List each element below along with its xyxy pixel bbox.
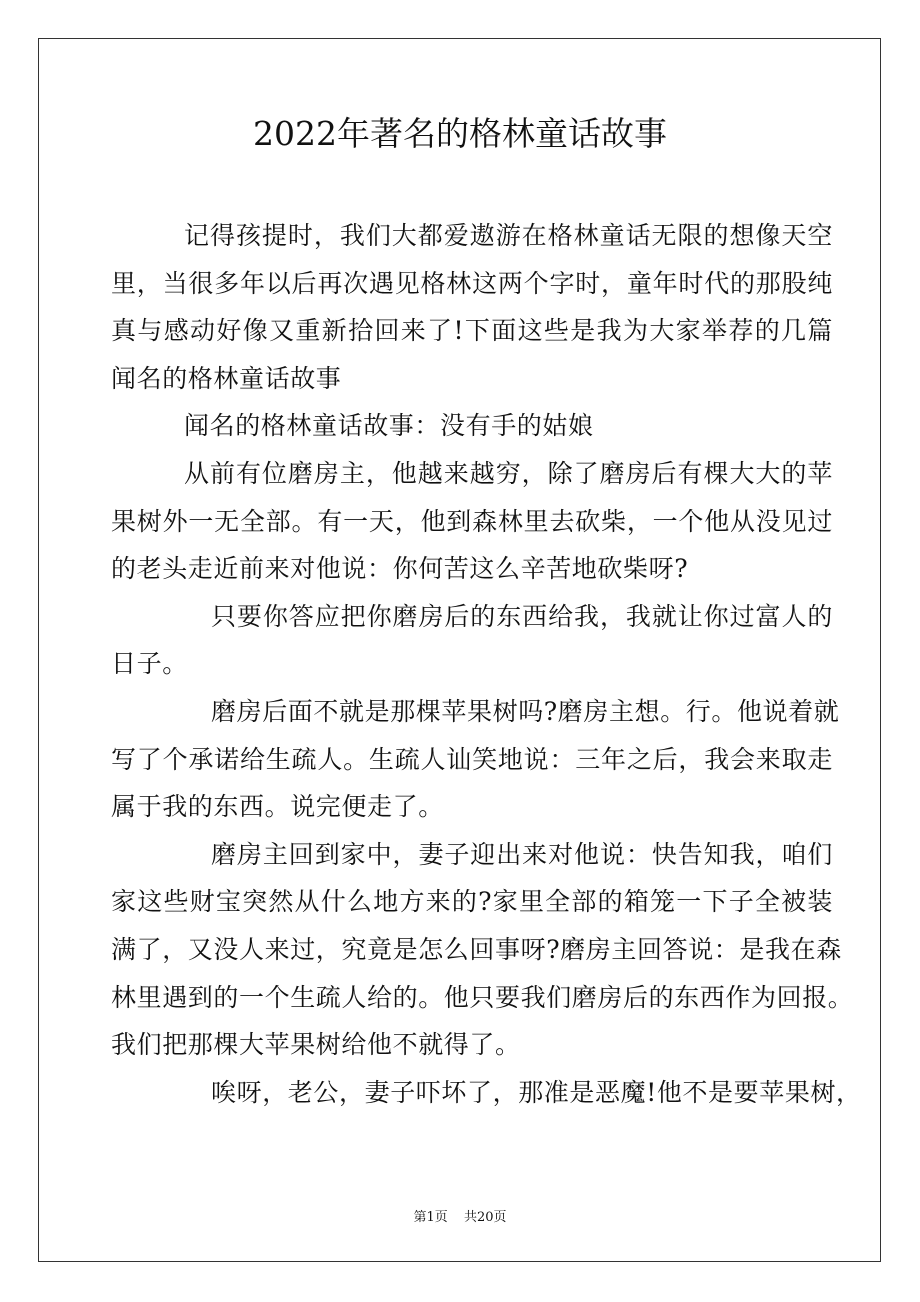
text-line: 记得孩提时，我们大都爱遨游在格林童话无限的想像天空 [184, 221, 833, 250]
paragraph [111, 688, 840, 831]
text-line: 只要你答应把你磨房后的东西给我，我就让你过富人的 [211, 601, 833, 631]
text-line: 闻名的格林童话故事：没有手的姑娘 [184, 411, 594, 441]
text-line: 唉呀，老公，妻子吓坏了，那准是恶魔!他不是要苹果树， [211, 1077, 862, 1107]
paragraph [111, 450, 833, 593]
paragraph [111, 593, 833, 688]
text-line: 从前有位磨房主，他越来越穷，除了磨房后有棵大大的苹 [184, 458, 833, 488]
text-line: 里，当很多年以后再次遇见格林这两个字时，童年时代的那股纯 [111, 268, 833, 298]
text-line: 磨房后面不就是那棵苹果树吗?磨房主想。行。他说着就 [211, 696, 840, 726]
paragraph [111, 402, 833, 450]
text-line: 真与感动好像又重新拾回来了!下面这些是我为大家举荐的几篇 [111, 316, 833, 346]
text-line: 日子。 [111, 649, 188, 679]
paragraph [111, 212, 833, 402]
text-line: 的老头走近前来对他说：你何苦这么辛苦地砍柴呀? [111, 554, 689, 584]
text-line: 家这些财宝突然从什么地方来的?家里全部的箱笼一下子全被装 [111, 887, 833, 917]
text-line: 属于我的东西。说完便走了。 [111, 792, 444, 822]
text-line: 闻名的格林童话故事 [111, 363, 342, 393]
text-line: 满了，又没人来过，究竟是怎么回事呀?磨房主回答说：是我在森 [111, 934, 842, 964]
page-footer [0, 1206, 920, 1225]
text-line: 我们把那棵大苹果树给他不就得了。 [111, 1030, 521, 1060]
page-number: 第1页 [413, 1210, 448, 1225]
paragraph [111, 831, 854, 1069]
page-total: 共20页 [463, 1210, 507, 1225]
document-body [111, 212, 862, 1116]
paragraph [111, 1069, 862, 1117]
text-line: 果树外一无全部。有一天，他到森林里去砍柴，一个他从没见过 [111, 506, 833, 536]
document-title: 2022年著名的格林童话故事 [253, 114, 667, 153]
text-line: 磨房主回到家中，妻子迎出来对他说：快告知我，咱们 [211, 839, 833, 869]
text-line: 林里遇到的一个生疏人给的。他只要我们磨房后的东西作为回报。 [111, 982, 854, 1012]
text-line: 写了个承诺给生疏人。生疏人讪笑地说：三年之后，我会来取走 [111, 744, 833, 774]
